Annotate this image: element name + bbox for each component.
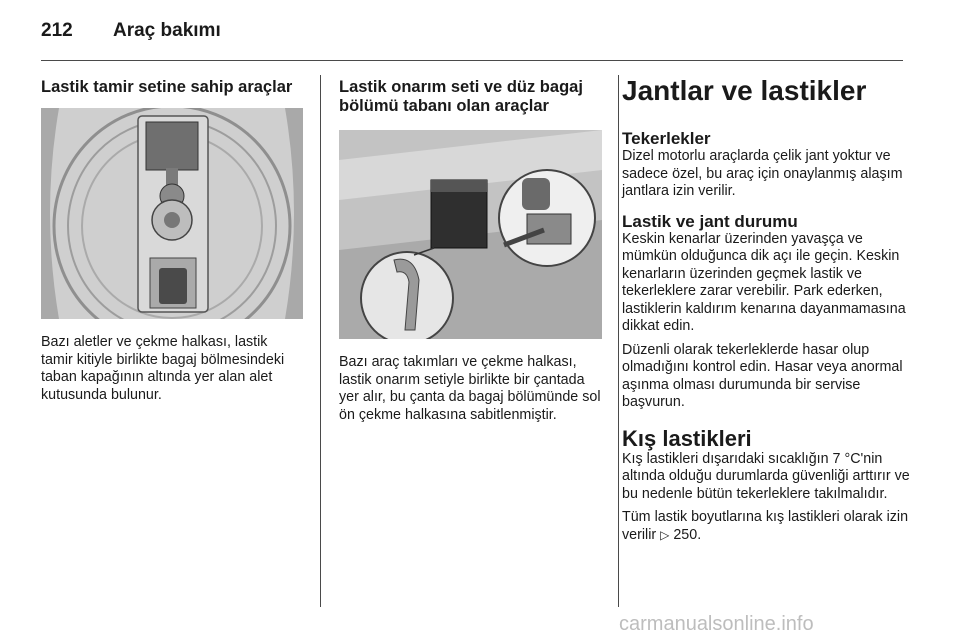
heading-lastik-jant-durumu: Lastik ve jant durumu — [622, 211, 798, 231]
watermark: carmanualsonline.info — [619, 613, 814, 635]
column-wheels-and-tires — [622, 75, 912, 544]
figure-caption: Bazı aletler ve çekme halkası, lastik tamir kitiyle birlikte bagaj bölmesindeki taban kapağının altında yer alan alet kutusunda bulunur. — [41, 334, 285, 403]
text-kis-2 — [622, 509, 912, 544]
column-divider-2 — [618, 75, 619, 607]
text-durum-1: Keskin kenarlar üzerinden yavaşça ve mümkün olduğunca dik açı ile geçin. Keskin kenarların üzerinden geçmek lastik ve tekerleklere zarar verebilir. Park ederken, lastiklerin kaldırım kenarına dayanmamasına dikkat edin. — [622, 230, 906, 334]
cross-reference-icon: ▷ — [660, 527, 670, 542]
chapter-title: Araç bakımı — [113, 20, 221, 41]
column-flat-trunk-floor — [339, 78, 602, 424]
column-tire-repair-kit — [41, 78, 303, 404]
text-tekerlekler: Dizel motorlu araçlarda çelik jant yoktur ve sadece özel, bu araç için onaylanmış alaşım jantlara izin verilir. — [622, 148, 903, 199]
text-durum-2: Düzenli olarak tekerleklerde hasar olup olmadığını kontrol edin. Hasar veya anormal aşınma olması durumunda bir servise başvurun. — [622, 341, 903, 410]
header-rule — [41, 60, 903, 61]
page-reference-link[interactable]: 250. — [673, 526, 702, 543]
page-number: 212 — [41, 20, 73, 41]
heading-tekerlekler: Tekerlekler — [622, 129, 711, 148]
section-heading: Lastik onarım seti ve düz bagaj bölümü tabanı olan araçlar — [339, 78, 583, 115]
trunk-bag-figure — [339, 130, 602, 339]
text-kis-1: Kış lastikleri dışarıdaki sıcaklığın 7 °C'nin altında olduğu durumlarda güvenliği arttırır ve bu nedenle bütün tekerleklere takılmalıdır. — [622, 450, 910, 502]
heading-kis-lastikleri: Kış lastikleri — [622, 425, 752, 451]
figure-caption: Bazı araç takımları ve çekme halkası, lastik onarım setiyle birlikte bir çantada yer alır, bu çanta da bagaj bölümünde sol ön çekme halkasına sabitlenmiştir. — [339, 354, 601, 423]
text-kis-2-prefix: Tüm lastik boyutlarına kış lastikleri olarak izin verilir — [622, 509, 909, 543]
tool-box-figure — [41, 108, 303, 319]
column-divider-1 — [320, 75, 321, 607]
section-heading: Lastik tamir setine sahip araçlar — [41, 78, 293, 96]
main-heading: Jantlar ve lastikler — [622, 75, 867, 106]
